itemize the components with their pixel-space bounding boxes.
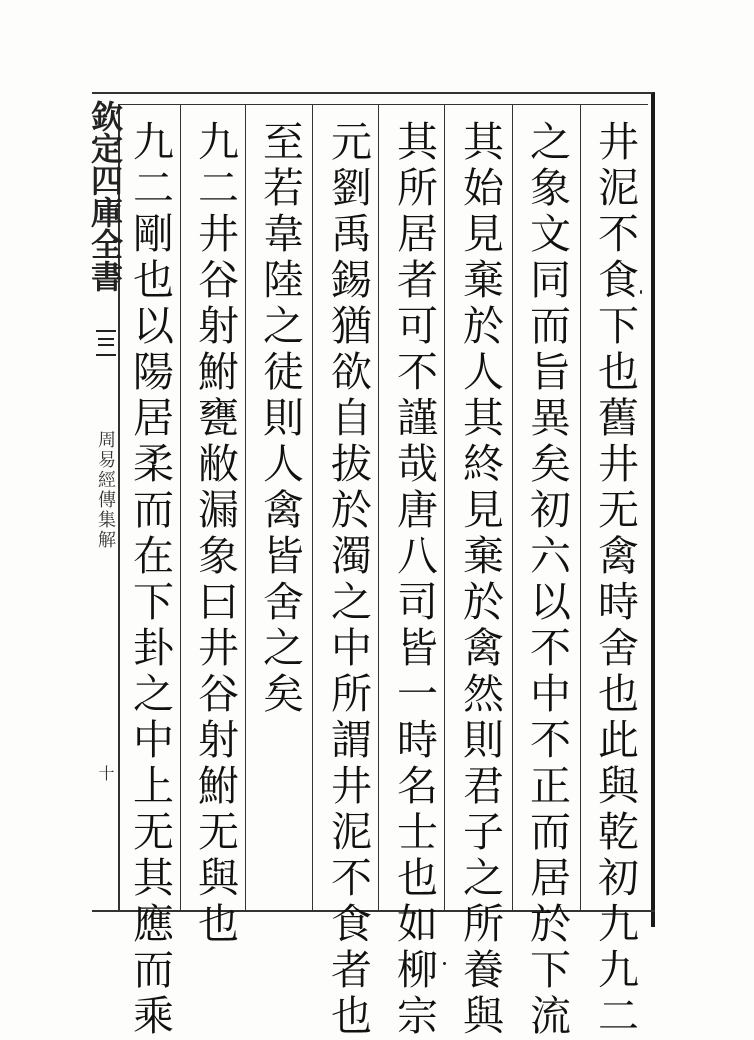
column-rule — [378, 104, 379, 910]
text-column-2: 之象文同而旨異矣初六以不中不正而居於下流 — [523, 120, 571, 1040]
fishtail-mark — [96, 330, 116, 356]
page-number: 十 — [96, 765, 115, 781]
text-column-3: 其始見棄於人其終見棄於禽然則君子之所養與 — [456, 120, 504, 1040]
column-rule — [580, 104, 581, 910]
column-rule — [312, 104, 313, 910]
text-column-4: 其所居者可不謹哉唐八司皆一時名士也如柳宗 — [390, 120, 438, 1040]
ink-speck — [640, 290, 642, 294]
margin-title: 欽定四庫全書 — [86, 100, 124, 292]
text-column-7: 九二井谷射鮒甕敝漏象曰井谷射鮒无與也 — [191, 120, 239, 948]
text-column-6: 至若韋陸之徒則人禽皆舍之矣 — [256, 120, 304, 718]
text-column-8: 九二剛也以陽居柔而在下卦之中上无其應而乘 — [126, 120, 174, 1040]
column-rule — [444, 104, 445, 910]
column-rule — [245, 104, 246, 910]
ink-speck — [443, 962, 446, 965]
column-rule — [180, 104, 181, 910]
text-column-1: 井泥不食下也舊井无禽時舍也此與乾初九九二 — [591, 120, 639, 1040]
text-column-5: 元劉禹錫猶欲自拔於濁之中所謂井泥不食者也 — [324, 120, 372, 1040]
margin-subtitle: 周易經傳集解 — [95, 430, 116, 550]
top-rule — [118, 104, 648, 105]
column-rule — [512, 104, 513, 910]
